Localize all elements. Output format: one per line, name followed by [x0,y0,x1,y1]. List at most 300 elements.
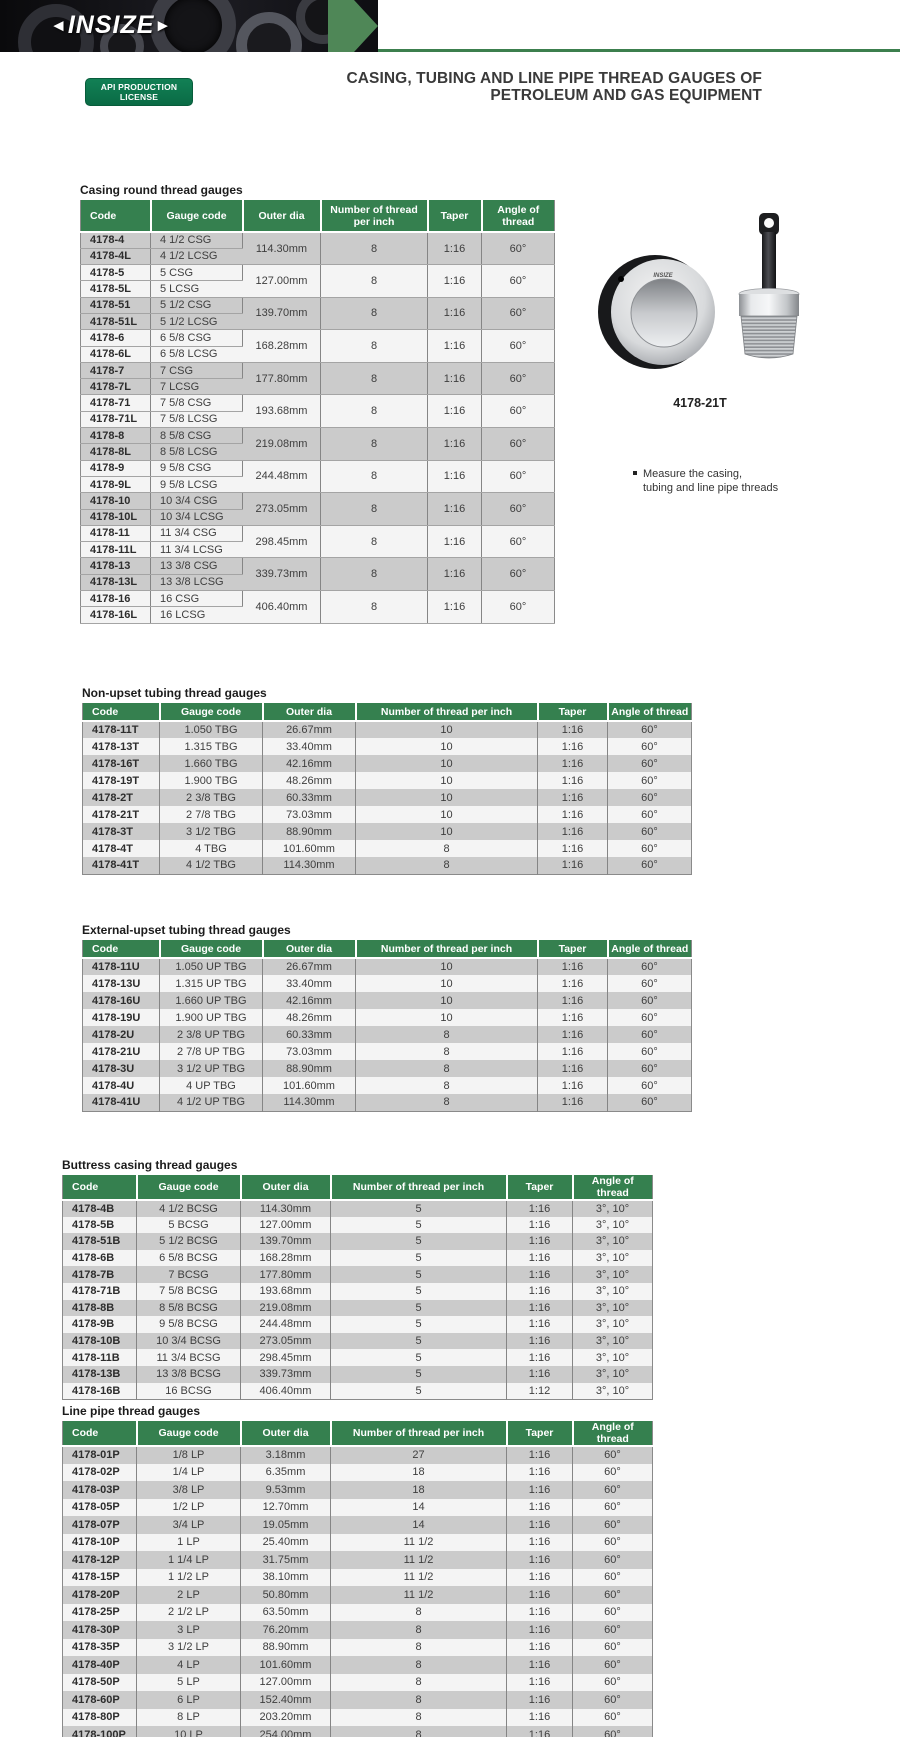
cell: 4178-4B [63,1200,137,1217]
table-row [81,395,555,411]
table-row [81,428,555,444]
cell: 8 [321,330,428,363]
cell: 1:16 [428,460,482,493]
cell: 60° [482,297,555,330]
svg-text:INSIZE: INSIZE [653,273,673,279]
cell: 1.900 TBG [160,772,263,789]
cell: 1:16 [507,1333,573,1350]
cell: 8 [331,1691,507,1709]
cell: 1 1/2 LP [137,1569,241,1587]
cell: 244.48mm [241,1316,331,1333]
cell: 4178-4U [83,1077,160,1094]
table-row [63,1250,653,1267]
cell: 4178-4L [81,248,151,264]
column-header: Code [83,940,160,958]
column-header: Taper [428,200,482,232]
cell: 8 [321,460,428,493]
cell: 5 [331,1266,507,1283]
cell: 60° [573,1604,653,1622]
cell: 1:16 [428,265,482,298]
cell: 1:16 [538,806,608,823]
cell: 9 5/8 BCSG [137,1316,241,1333]
cell: 4178-50P [63,1674,137,1692]
cell: 3.18mm [241,1446,331,1464]
note-line2: tubing and line pipe threads [643,482,779,494]
table-row [63,1446,653,1464]
cell: 127.00mm [241,1674,331,1692]
cell: 101.60mm [241,1656,331,1674]
cell: 1:16 [507,1674,573,1692]
cell: 1:16 [507,1316,573,1333]
cell: 1:16 [507,1266,573,1283]
non-upset-section [82,686,692,875]
cell: 3 1/2 TBG [160,823,263,840]
cell: 4178-6L [81,346,151,362]
cell: 60° [573,1709,653,1727]
cell: 5 [331,1300,507,1317]
cell: 73.03mm [263,806,356,823]
cell: 60.33mm [263,1026,356,1043]
table-row [63,1726,653,1737]
cell: 1:16 [538,1077,608,1094]
logo-right-arrow-icon: ► [154,16,173,35]
cell: 4178-9L [81,476,151,492]
line-pipe-table [62,1421,653,1737]
table-row [83,857,692,874]
cell: 4178-19U [83,1009,160,1026]
cell: 1:16 [507,1464,573,1482]
cell: 6.35mm [241,1464,331,1482]
cell: 1:16 [538,1060,608,1077]
cell: 11 1/2 [331,1534,507,1552]
cell: 406.40mm [241,1383,331,1400]
cell: 3 LP [137,1621,241,1639]
cell: 1:16 [428,232,482,265]
cell: 152.40mm [241,1691,331,1709]
cell: 13 3/8 LCSG [151,574,243,590]
cell: 12.70mm [241,1499,331,1517]
column-header: Number of thread per inch [356,703,538,721]
cell: 48.26mm [263,772,356,789]
cell: 5 LCSG [151,281,243,297]
cell: 114.30mm [263,857,356,874]
cell: 4178-10B [63,1333,137,1350]
cell: 1:16 [507,1604,573,1622]
api-license-badge: API PRODUCTION LICENSE [85,78,193,106]
column-header: Taper [507,1175,573,1200]
cell: 60° [608,992,692,1009]
table-row [63,1283,653,1300]
cell: 5 [331,1283,507,1300]
cell: 8 [321,428,428,461]
table-row [81,558,555,574]
cell: 10 3/4 BCSG [137,1333,241,1350]
cell: 1/4 LP [137,1464,241,1482]
column-header: Code [63,1421,137,1446]
table-row [63,1709,653,1727]
cell: 3°, 10° [573,1283,653,1300]
cell: 60° [482,232,555,265]
cell: 60° [608,1094,692,1111]
cell: 60° [608,806,692,823]
cell: 88.90mm [263,823,356,840]
cell: 3°, 10° [573,1383,653,1400]
cell: 5 1/2 BCSG [137,1233,241,1250]
cell: 1:16 [507,1200,573,1217]
page-title-line2: PETROLEUM AND GAS EQUIPMENT [490,86,762,104]
cell: 2 1/2 LP [137,1604,241,1622]
column-header: Gauge code [151,200,243,232]
cell: 7 BCSG [137,1266,241,1283]
logo-text: INSIZE [67,11,155,39]
cell: 4178-13B [63,1366,137,1383]
cell: 3/8 LP [137,1481,241,1499]
cell: 8 5/8 LCSG [151,444,243,460]
cell: 9 5/8 LCSG [151,476,243,492]
cell: 76.20mm [241,1621,331,1639]
column-header: Gauge code [137,1421,241,1446]
cell: 4178-25P [63,1604,137,1622]
cell: 1:16 [507,1217,573,1234]
cell: 2 3/8 UP TBG [160,1026,263,1043]
cell: 60° [608,1026,692,1043]
cell: 8 5/8 BCSG [137,1300,241,1317]
cell: 4178-8 [81,428,151,444]
cell: 1:16 [538,857,608,874]
cell: 5 1/2 CSG [151,297,243,313]
product-code-caption: 4178-21T [673,396,727,410]
cell: 7 CSG [151,362,243,378]
cell: 1:16 [507,1726,573,1737]
cell: 11 1/2 [331,1569,507,1587]
column-header: Angle of thread [573,1175,653,1200]
cell: 168.28mm [241,1250,331,1267]
cell: 1:16 [538,1026,608,1043]
cell: 6 5/8 CSG [151,330,243,346]
cell: 10 LP [137,1726,241,1737]
table-row [63,1383,653,1400]
cell: 219.08mm [243,428,321,461]
cell: 4 1/2 UP TBG [160,1094,263,1111]
cell: 27 [331,1446,507,1464]
table-row [63,1300,653,1317]
cell: 177.80mm [243,362,321,395]
cell: 273.05mm [243,493,321,526]
product-illustration [530,195,890,525]
non-upset-table-title: Non-upset tubing thread gauges [82,686,267,700]
cell: 14 [331,1516,507,1534]
cell: 8 [331,1656,507,1674]
cell: 1/8 LP [137,1446,241,1464]
cell: 33.40mm [263,975,356,992]
cell: 4178-02P [63,1464,137,1482]
cell: 4178-10 [81,493,151,509]
cell: 5 [331,1200,507,1217]
cell: 4 1/2 BCSG [137,1200,241,1217]
cell: 60° [608,738,692,755]
cell: 26.67mm [263,721,356,738]
page-title-line1: CASING, TUBING AND LINE PIPE THREAD GAUGES OF [346,70,762,87]
cell: 1:12 [507,1383,573,1400]
cell: 60° [608,1077,692,1094]
cell: 60° [608,975,692,992]
cell: 177.80mm [241,1266,331,1283]
table-row [81,232,555,248]
table-row [83,992,692,1009]
cell: 60° [573,1499,653,1517]
cell: 60° [482,265,555,298]
cell: 4178-4 [81,232,151,248]
table-row [83,1094,692,1111]
cell: 4178-16U [83,992,160,1009]
cell: 9 5/8 CSG [151,460,243,476]
cell: 10 [356,1009,538,1026]
cell: 4178-2T [83,789,160,806]
cell: 4178-41U [83,1094,160,1111]
column-header: Number of thread per inch [331,1421,507,1446]
cell: 3 1/2 UP TBG [160,1060,263,1077]
cell: 8 LP [137,1709,241,1727]
cell: 1:16 [507,1639,573,1657]
table-row [63,1481,653,1499]
cell: 4178-13 [81,558,151,574]
cell: 1:16 [507,1621,573,1639]
gear-decoration-icon [236,12,302,52]
cell: 1:16 [428,591,482,624]
casing-round-table [80,200,555,624]
cell: 1:16 [538,992,608,1009]
column-header: Angle of thread [608,703,692,721]
cell: 26.67mm [263,958,356,975]
cell: 5 [331,1349,507,1366]
cell: 8 [356,1094,538,1111]
cell: 1:16 [507,1691,573,1709]
table-row [83,840,692,857]
cell: 339.73mm [243,558,321,591]
cell: 7 5/8 LCSG [151,411,243,427]
table-row [63,1333,653,1350]
cell: 4178-51 [81,297,151,313]
column-header: Angle of thread [482,200,555,232]
cell: 60° [573,1691,653,1709]
cell: 1.315 TBG [160,738,263,755]
cell: 1.050 UP TBG [160,958,263,975]
cell: 60° [573,1726,653,1737]
thread-ring-gauge-image [597,252,722,372]
cell: 4178-07P [63,1516,137,1534]
external-upset-table-title: External-upset tubing thread gauges [82,923,291,937]
cell: 60° [573,1621,653,1639]
cell: 88.90mm [241,1639,331,1657]
table-row [63,1534,653,1552]
cell: 16 CSG [151,591,243,607]
cell: 60° [608,857,692,874]
table-row [63,1316,653,1333]
cell: 219.08mm [241,1300,331,1317]
table-row [83,772,692,789]
cell: 4178-51L [81,313,151,329]
non-upset-table [82,703,692,875]
cell: 60° [573,1464,653,1482]
cell: 8 [321,362,428,395]
table-row [81,265,555,281]
cell: 4178-51B [63,1233,137,1250]
table-row [81,525,555,541]
cell: 5 1/2 LCSG [151,313,243,329]
cell: 8 [356,1043,538,1060]
cell: 114.30mm [243,232,321,265]
cell: 4178-21T [83,806,160,823]
cell: 1:16 [507,1656,573,1674]
column-header: Code [83,703,160,721]
column-header: Taper [538,940,608,958]
table-row [83,1060,692,1077]
table-row [83,1009,692,1026]
cell: 2 7/8 TBG [160,806,263,823]
table-row [63,1621,653,1639]
cell: 10 [356,738,538,755]
table-row [63,1674,653,1692]
table-row [63,1464,653,1482]
cell: 4178-12P [63,1551,137,1569]
cell: 48.26mm [263,1009,356,1026]
table-row [63,1217,653,1234]
cell: 3°, 10° [573,1200,653,1217]
cell: 4178-9B [63,1316,137,1333]
column-header: Outer dia [263,703,356,721]
product-note [633,467,778,495]
table-row [83,975,692,992]
cell: 4178-11 [81,525,151,541]
cell: 60° [573,1656,653,1674]
cell: 114.30mm [241,1200,331,1217]
cell: 10 [356,772,538,789]
cell: 38.10mm [241,1569,331,1587]
cell: 8 [321,591,428,624]
cell: 1:16 [507,1349,573,1366]
cell: 16 BCSG [137,1383,241,1400]
cell: 4178-10P [63,1534,137,1552]
cell: 127.00mm [243,265,321,298]
cell: 1.660 TBG [160,755,263,772]
cell: 6 5/8 BCSG [137,1250,241,1267]
cell: 60.33mm [263,789,356,806]
cell: 4178-8B [63,1300,137,1317]
table-row [83,958,692,975]
cell: 101.60mm [263,1077,356,1094]
cell: 4178-80P [63,1709,137,1727]
column-header: Gauge code [160,703,263,721]
cell: 16 LCSG [151,607,243,623]
cell: 60° [482,395,555,428]
cell: 60° [608,823,692,840]
cell: 127.00mm [241,1217,331,1234]
cell: 1:16 [538,755,608,772]
table-row [63,1586,653,1604]
cell: 8 [321,395,428,428]
table-row [63,1200,653,1217]
cell: 8 [356,840,538,857]
cell: 2 7/8 UP TBG [160,1043,263,1060]
cell: 19.05mm [241,1516,331,1534]
cell: 8 [321,525,428,558]
column-header: Gauge code [137,1175,241,1200]
cell: 2 3/8 TBG [160,789,263,806]
cell: 50.80mm [241,1586,331,1604]
cell: 4178-11B [63,1349,137,1366]
cell: 1:16 [507,1551,573,1569]
cell: 4 1/2 CSG [151,232,243,248]
cell: 4 1/2 TBG [160,857,263,874]
cell: 1:16 [507,1569,573,1587]
cell: 60° [482,493,555,526]
table-row [63,1604,653,1622]
cell: 1.315 UP TBG [160,975,263,992]
cell: 298.45mm [241,1349,331,1366]
table-row [83,721,692,738]
table-row [63,1569,653,1587]
column-header: Code [81,200,151,232]
table-row [83,738,692,755]
cell: 4178-11U [83,958,160,975]
cell: 8 [321,265,428,298]
cell: 60° [573,1534,653,1552]
column-header: Outer dia [243,200,321,232]
cell: 4178-40P [63,1656,137,1674]
cell: 60° [608,1060,692,1077]
cell: 1:16 [428,330,482,363]
cell: 254.00mm [241,1726,331,1737]
column-header: Outer dia [263,940,356,958]
column-header: Angle of thread [608,940,692,958]
cell: 1:16 [538,738,608,755]
cell: 10 [356,755,538,772]
cell: 4178-60P [63,1691,137,1709]
cell: 4178-5 [81,265,151,281]
cell: 11 1/2 [331,1551,507,1569]
cell: 1:16 [538,1043,608,1060]
cell: 60° [608,772,692,789]
thread-plug-gauge-image [738,212,800,364]
cell: 339.73mm [241,1366,331,1383]
cell: 1:16 [538,772,608,789]
cell: 5 [331,1233,507,1250]
table-row [63,1691,653,1709]
cell: 18 [331,1481,507,1499]
cell: 203.20mm [241,1709,331,1727]
cell: 60° [573,1446,653,1464]
cell: 244.48mm [243,460,321,493]
cell: 6 5/8 LCSG [151,346,243,362]
cell: 3°, 10° [573,1349,653,1366]
cell: 7 5/8 CSG [151,395,243,411]
cell: 42.16mm [263,755,356,772]
cell: 4178-6B [63,1250,137,1267]
cell: 1:16 [507,1446,573,1464]
cell: 10 3/4 LCSG [151,509,243,525]
cell: 10 [356,992,538,1009]
table-row [63,1516,653,1534]
cell: 193.68mm [241,1283,331,1300]
note-line1: Measure the casing, [643,468,743,480]
cell: 1:16 [538,1094,608,1111]
column-header: Taper [538,703,608,721]
cell: 8 [356,1060,538,1077]
external-upset-table [82,940,692,1112]
cell: 10 [356,958,538,975]
cell: 8 [356,1077,538,1094]
banner-chevron [328,0,378,52]
